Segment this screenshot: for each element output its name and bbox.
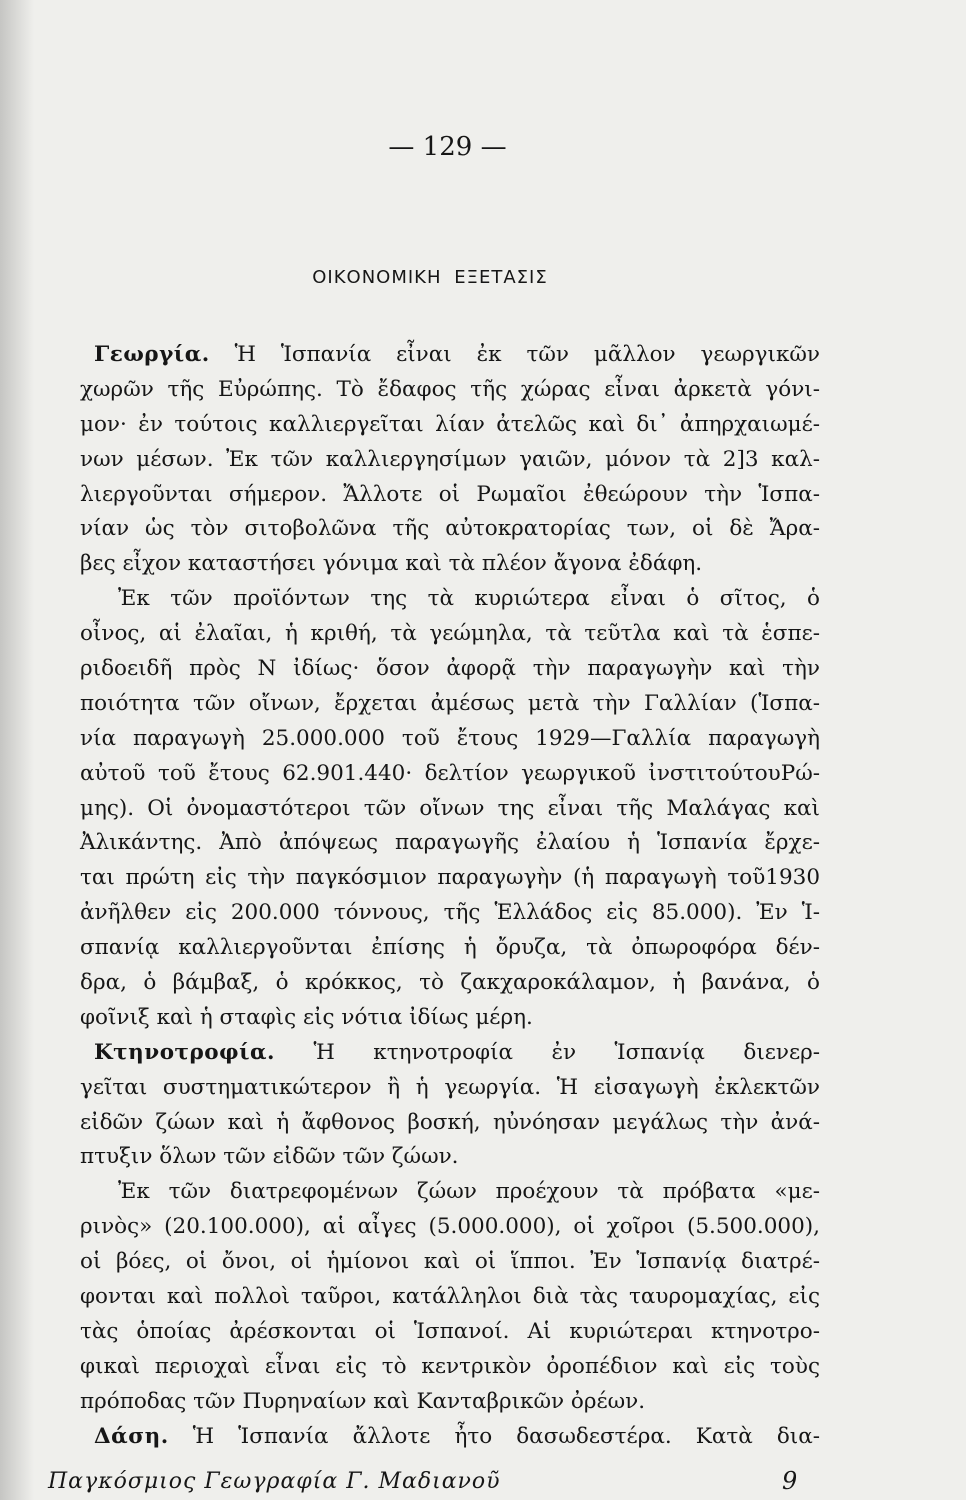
text-line — [80, 338, 820, 373]
text-line: εἰδῶν ζώων καὶ ἡ ἄφθονος βοσκή, ηὐνόησαν μεγάλως τὴν ἀνά- — [80, 1109, 820, 1135]
text-line: ται πρώτη εἰς τὴν παγκόσμιον παραγωγὴν (ἡ παραγωγὴ τοῦ1930 — [80, 865, 820, 891]
text-line: οἱ βόες, οἱ ὄνοι, οἱ ἡμίονοι καὶ οἱ ἵπποι. Ἐν Ἱσπανίᾳ διατρέ- — [80, 1249, 820, 1275]
text-line: ριδοειδῆ πρὸς Ν ἰδίως· ὅσον ἀφορᾷ τὴν παραγωγὴν καὶ τὴν — [80, 656, 820, 682]
section-title: ΟΙΚΟΝΟΜΙΚΗ ΕΞΕΤΑΣΙΣ — [312, 267, 548, 288]
text-line-content: Ἡ κτηνοτροφία ἐν Ἱσπανίᾳ διενερ- — [313, 1039, 820, 1065]
text-line: Ἀλικάντης. Ἀπὸ ἀπόψεως παραγωγῆς ἐλαίου ἡ Ἱσπανία ἔρχε- — [80, 830, 820, 856]
text-line: πρόποδας τῶν Πυρηναίων καὶ Κανταβρικῶν ὀρέων. — [80, 1388, 646, 1414]
text-line: ρινὸς» (20.100.000), αἱ αἶγες (5.000.000), οἱ χοῖροι (5.500.000), — [80, 1214, 820, 1240]
text-line: αὐτοῦ τοῦ ἔτους 62.901.440· δελτίον γεωργικοῦ ἰνστιτούτουΡώ- — [80, 760, 820, 786]
footer-signature-mark: 9 — [782, 1467, 798, 1495]
binding-shadow — [0, 0, 34, 1500]
text-line: μης). Οἱ ὀνομαστότεροι τῶν οἴνων της εἶναι τῆς Μαλάγας καὶ — [80, 795, 820, 821]
text-line: μον· ἐν τούτοις καλλιεργεῖται λίαν ἀτελῶς καὶ δι᾽ ἀπηρχαιωμέ- — [80, 411, 820, 437]
text-line: φονται καὶ πολλοὶ ταῦροι, κατάλληλοι διὰ τὰς ταυρομαχίας, εἰς — [80, 1284, 820, 1310]
paragraph-agriculture — [80, 338, 820, 582]
paragraph-livestock-animals — [80, 1175, 820, 1419]
text-line — [80, 1420, 820, 1455]
text-line: τὰς ὁποίας ἀρέσκονται οἱ Ἱσπανοί. Αἱ κυριώτεραι κτηνοτρο- — [80, 1318, 820, 1344]
text-line: πτυξιν ὅλων τῶν εἰδῶν τῶν ζώων. — [80, 1144, 459, 1170]
heading-agriculture: Γεωργία. — [94, 342, 210, 367]
text-line — [80, 1036, 820, 1071]
text-line: φοῖνιξ καὶ ἡ σταφὶς εἰς νότια ἰδίως μέρη. — [80, 1004, 533, 1030]
text-line: σπανίᾳ καλλιεργοῦνται ἐπίσης ἡ ὄρυζα, τὰ ὀπωροφόρα δέν- — [80, 935, 820, 961]
text-line: χωρῶν τῆς Εὐρώπης. Τὸ ἔδαφος τῆς χώρας εἶναι ἀρκετὰ γόνι- — [80, 376, 820, 402]
text-line: λιεργοῦνται σήμερον. Ἄλλοτε οἱ Ρωμαῖοι ἐθεώρουν τὴν Ἱσπα- — [80, 481, 820, 507]
text-line-content: Ἡ Ἱσπανία ἄλλοτε ἦτο δασωδεστέρα. Κατὰ δια- — [192, 1423, 820, 1449]
paragraph-livestock — [80, 1036, 820, 1176]
heading-livestock: Κτηνοτροφία. — [94, 1039, 276, 1065]
text-line: δρα, ὁ βάμβαξ, ὁ κρόκκος, τὸ ζακχαροκάλαμον, ἡ βανάνα, ὁ — [80, 970, 820, 996]
page-number: — 129 — — [388, 132, 507, 162]
text-line: Ἐκ τῶν προϊόντων της τὰ κυριώτερα εἶναι ὁ σῖτος, ὁ — [118, 586, 820, 612]
text-line: ποιότητα τῶν οἴνων, ἔρχεται ἀμέσως μετὰ τὴν Γαλλίαν (Ἱσπα- — [80, 690, 820, 716]
paragraph-forests — [80, 1420, 820, 1455]
text-line: νία παραγωγὴ 25.000.000 τοῦ ἔτους 1929—Γαλλία παραγωγὴ — [80, 725, 820, 751]
text-line: γεῖται συστηματικώτερον ἢ ἡ γεωργία. Ἡ εἰσαγωγὴ ἐκλεκτῶν — [80, 1074, 820, 1100]
text-line: βες εἶχον καταστήσει γόνιμα καὶ τὰ πλέον ἄγονα ἐδάφη. — [80, 551, 703, 577]
text-line: φικαὶ περιοχαὶ εἶναι εἰς τὸ κεντρικὸν ὀροπέδιον καὶ εἰς τοὺς — [80, 1353, 820, 1379]
text-line: οἶνος, αἱ ἐλαῖαι, ἡ κριθή, τὰ γεώμηλα, τὰ τεῦτλα καὶ τὰ ἑσπε- — [80, 621, 820, 647]
footer-book-title: Παγκόσμιος Γεωγραφία Γ. Μαδιανοῦ — [48, 1469, 501, 1494]
text-line: νων μέσων. Ἐκ τῶν καλλιεργησίμων γαιῶν, μόνον τὰ 2]3 καλ- — [80, 446, 820, 472]
text-line: ἀνῆλθεν εἰς 200.000 τόννους, τῆς Ἑλλάδος εἰς 85.000). Ἐν Ἱ- — [80, 900, 820, 926]
heading-forests: Δάση. — [94, 1423, 169, 1449]
paragraph-products — [80, 582, 820, 1036]
text-line-content: Ἡ Ἱσπανία εἶναι ἐκ τῶν μᾶλλον γεωργικῶν — [234, 342, 820, 367]
body-text — [80, 338, 820, 1455]
text-line: νίαν ὡς τὸν σιτοβολῶνα τῆς αὐτοκρατορίας των, οἱ δὲ Ἄρα- — [80, 516, 820, 542]
text-line: Ἐκ τῶν διατρεφομένων ζώων προέχουν τὰ πρόβατα «με- — [118, 1179, 820, 1205]
